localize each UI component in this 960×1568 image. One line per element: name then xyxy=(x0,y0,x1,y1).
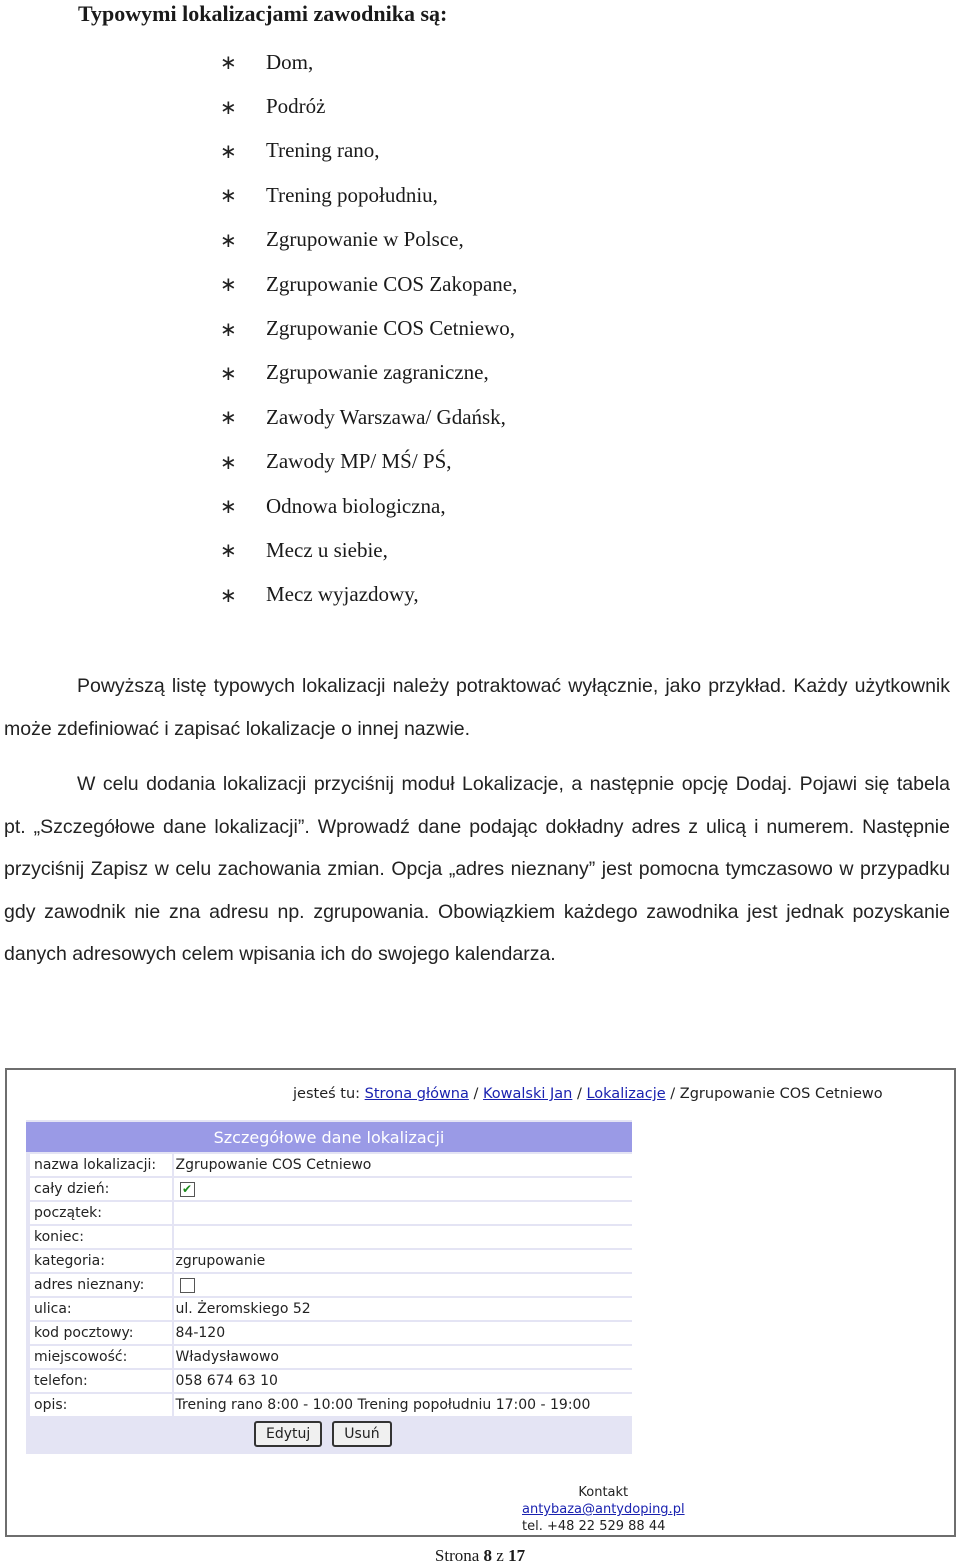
end-value xyxy=(174,1226,632,1248)
unknown-address-cell xyxy=(174,1274,632,1296)
row-zip xyxy=(26,1320,632,1344)
asterisk-icon: ∗ xyxy=(220,494,237,519)
section-heading: Typowymi lokalizacjami zawodnika są: xyxy=(78,1,448,26)
footer-prefix: Strona xyxy=(434,1546,480,1565)
field-label: adres nieznany: xyxy=(30,1274,172,1296)
asterisk-icon: ∗ xyxy=(220,183,237,208)
paragraph-text: W celu dodania lokalizacji przyciśnij moduł Lokalizacje, a następnie opcję Dodaj. Pojawi się tabela pt. „Szczegółowe dane lokalizacji”. Wprowadź dane podając dokładny adres z ulicą i numerem. Następnie przyciśnij Zapisz w celu zachowania zmian. Opcja „adres nieznany” jest pomocna tymczasowo w przypadku gdy zawodnik nie zna adresu np. zgrupowania. Obowiązkiem każdego zawodnika jest jednak pozyskanie danych adresowych celem wpisania ich do swojego kalendarza. xyxy=(4,773,950,965)
contact-box xyxy=(522,1484,685,1535)
row-phone xyxy=(26,1368,632,1392)
list-item xyxy=(220,173,517,217)
list-item xyxy=(220,40,517,84)
row-end xyxy=(26,1224,632,1248)
breadcrumb-separator: / xyxy=(670,1086,676,1102)
panel-actions xyxy=(26,1416,632,1450)
field-label: kategoria: xyxy=(30,1250,172,1272)
phone-value: 058 674 63 10 xyxy=(174,1370,632,1392)
page-number: 8 xyxy=(483,1546,493,1565)
field-label: cały dzień: xyxy=(30,1178,172,1200)
field-label: nazwa lokalizacji: xyxy=(30,1154,172,1176)
list-item xyxy=(220,84,517,128)
start-value xyxy=(174,1202,632,1224)
location-details-panel xyxy=(26,1120,632,1454)
description-value: Trening rano 8:00 - 10:00 Trening popołudniu 17:00 - 19:00 xyxy=(174,1394,632,1416)
contact-phone: tel. +48 22 529 88 44 xyxy=(522,1519,666,1534)
asterisk-icon: ∗ xyxy=(220,405,237,430)
location-name-value: Zgrupowanie COS Cetniewo xyxy=(174,1154,632,1176)
category-value: zgrupowanie xyxy=(174,1250,632,1272)
list-item-text: Trening popołudniu, xyxy=(266,182,438,207)
contact-title: Kontakt xyxy=(578,1485,629,1500)
list-item-text: Zawody Warszawa/ Gdańsk, xyxy=(266,404,506,429)
row-city xyxy=(26,1344,632,1368)
list-item-text: Dom, xyxy=(266,49,314,74)
breadcrumb-link-home[interactable]: Strona główna xyxy=(364,1086,469,1102)
city-value: Władysławowo xyxy=(174,1346,632,1368)
list-item xyxy=(220,528,517,572)
field-label: koniec: xyxy=(30,1226,172,1248)
page-footer xyxy=(0,1546,960,1566)
asterisk-icon: ∗ xyxy=(220,316,237,341)
field-label: miejscowość: xyxy=(30,1346,172,1368)
asterisk-icon: ∗ xyxy=(220,50,237,75)
asterisk-icon: ∗ xyxy=(220,538,237,563)
list-item xyxy=(220,306,517,350)
breadcrumb-link-user[interactable]: Kowalski Jan xyxy=(482,1086,573,1102)
row-description xyxy=(26,1392,632,1416)
row-unknown-address xyxy=(26,1272,632,1296)
asterisk-icon: ∗ xyxy=(220,449,237,474)
list-item-text: Podróż xyxy=(266,94,326,119)
list-item xyxy=(220,351,517,395)
page-total: 17 xyxy=(508,1546,526,1565)
list-item-text: Mecz wyjazdowy, xyxy=(266,582,419,607)
breadcrumb-link-locations[interactable]: Lokalizacje xyxy=(586,1086,666,1102)
unknown-address-checkbox[interactable] xyxy=(180,1278,195,1293)
breadcrumb-separator: / xyxy=(576,1086,582,1102)
list-item-text: Zgrupowanie COS Zakopane, xyxy=(266,271,518,296)
street-value: ul. Żeromskiego 52 xyxy=(174,1298,632,1320)
list-item xyxy=(220,129,517,173)
row-start xyxy=(26,1200,632,1224)
list-item xyxy=(220,484,517,528)
list-item-text: Odnowa biologiczna, xyxy=(266,493,446,518)
field-label: opis: xyxy=(30,1394,172,1416)
allday-checkbox[interactable]: ✔ xyxy=(180,1182,195,1197)
list-item xyxy=(220,218,517,262)
panel-title: Szczegółowe dane lokalizacji xyxy=(26,1122,632,1152)
field-label: ulica: xyxy=(30,1298,172,1320)
list-item-text: Zgrupowanie COS Cetniewo, xyxy=(266,316,516,341)
field-label: telefon: xyxy=(30,1370,172,1392)
row-allday xyxy=(26,1176,632,1200)
field-label: początek: xyxy=(30,1202,172,1224)
list-item-text: Mecz u siebie, xyxy=(266,537,388,562)
field-label: kod pocztowy: xyxy=(30,1322,172,1344)
paragraph-example-note xyxy=(4,665,950,750)
asterisk-icon: ∗ xyxy=(220,138,237,163)
app-screenshot xyxy=(5,1068,956,1537)
delete-button[interactable]: Usuń xyxy=(332,1421,391,1447)
row-name xyxy=(26,1152,632,1176)
asterisk-icon: ∗ xyxy=(220,582,237,607)
list-item xyxy=(220,440,517,484)
zip-value: 84-120 xyxy=(174,1322,632,1344)
allday-cell xyxy=(174,1178,632,1200)
breadcrumb-current: Zgrupowanie COS Cetniewo xyxy=(679,1086,883,1102)
location-list xyxy=(220,40,517,617)
edit-button[interactable]: Edytuj xyxy=(254,1421,322,1447)
asterisk-icon: ∗ xyxy=(220,94,237,119)
list-item-text: Zgrupowanie zagraniczne, xyxy=(266,360,489,385)
breadcrumb-separator: / xyxy=(473,1086,479,1102)
list-item xyxy=(220,262,517,306)
breadcrumb xyxy=(293,1086,883,1102)
row-street xyxy=(26,1296,632,1320)
asterisk-icon: ∗ xyxy=(220,227,237,252)
list-item-text: Zgrupowanie w Polsce, xyxy=(266,227,464,252)
list-item-text: Zawody MP/ MŚ/ PŚ, xyxy=(266,449,452,474)
paragraph-instructions xyxy=(4,763,950,976)
paragraph-text: Powyższą listę typowych lokalizacji należy potraktować wyłącznie, jako przykład. Każdy użytkownik może zdefiniować i zapisać lokalizacje o innej nazwie. xyxy=(4,675,950,740)
list-item xyxy=(220,395,517,439)
row-category xyxy=(26,1248,632,1272)
list-item-text: Trening rano, xyxy=(266,138,380,163)
asterisk-icon: ∗ xyxy=(220,272,237,297)
breadcrumb-prefix: jesteś tu: xyxy=(293,1086,361,1102)
asterisk-icon: ∗ xyxy=(220,360,237,385)
contact-email-link[interactable]: antybaza@antydoping.pl xyxy=(522,1502,685,1517)
footer-of: z xyxy=(496,1546,504,1565)
list-item xyxy=(220,573,517,617)
